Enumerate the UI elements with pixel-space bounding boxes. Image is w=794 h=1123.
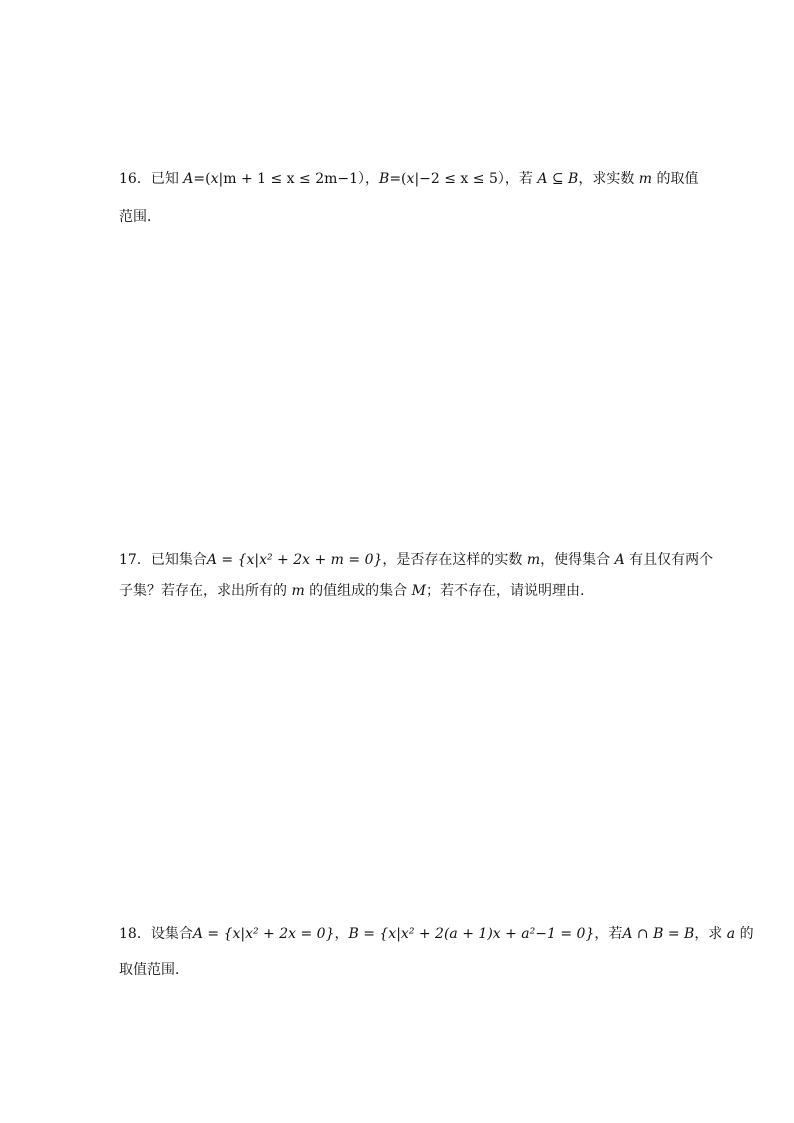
variable-m: m: [638, 171, 653, 187]
problem-number: 16．: [119, 171, 151, 187]
text: ），若: [497, 171, 538, 187]
problem-16-line-2: [119, 208, 161, 226]
problem-17-line-2: [119, 582, 584, 600]
intersection-relation: A ∩ B = B: [622, 926, 695, 942]
bar: |: [218, 171, 224, 187]
variable-m: m: [526, 552, 541, 568]
text: 取值范围．: [119, 962, 189, 978]
problem-number: 18．: [119, 926, 151, 942]
text: 的: [735, 926, 754, 942]
problem-16-line-1: [119, 170, 699, 188]
text: 已知集合: [150, 552, 207, 568]
text: 已知: [150, 171, 184, 187]
text: ），: [358, 171, 380, 187]
problem-18-line-2: [119, 961, 189, 979]
text: ；若不存在，请说明理由.: [425, 583, 585, 599]
problem-number: 17．: [119, 552, 151, 568]
set-a-definition: A = {x|x² + 2x = 0}: [192, 926, 335, 942]
text: 的值组成的集合: [304, 583, 412, 599]
text: 子集？若存在，求出所有的: [119, 583, 292, 599]
set-a-symbol: A: [614, 552, 625, 568]
text: ，求: [694, 926, 727, 942]
bar: |: [414, 171, 420, 187]
set-b-condition: −2 ≤ x ≤ 5: [419, 171, 498, 187]
text: ，是否存在这样的实数: [382, 552, 527, 568]
set-a-definition: A = {x|x² + 2x + m = 0}: [206, 552, 383, 568]
problem-17-line-1: [119, 551, 713, 569]
subset-relation: A ⊆ B: [537, 171, 579, 187]
set-b-symbol: B: [379, 171, 390, 187]
set-a-condition: m + 1 ≤ x ≤ 2m−1: [223, 171, 359, 187]
set-m-symbol: M: [411, 583, 426, 599]
set-b-definition: B = {x|x² + 2(a + 1)x + a²−1 = 0}: [348, 926, 595, 942]
text: ，求实数: [578, 171, 639, 187]
variable-x: x: [406, 171, 415, 187]
text: 范围．: [119, 209, 161, 225]
text: ，: [334, 926, 349, 942]
text: 的取值: [652, 171, 699, 187]
text: ，使得集合: [540, 552, 615, 568]
text: ，若: [594, 926, 623, 942]
variable-m: m: [291, 583, 305, 599]
variable-a: a: [726, 926, 736, 942]
text: =(: [193, 171, 211, 187]
text: 设集合: [150, 926, 193, 942]
variable-x: x: [210, 171, 219, 187]
text: 有且仅有两个: [624, 552, 714, 568]
text: =(: [389, 171, 407, 187]
problem-18-line-1: [119, 925, 754, 943]
set-a-symbol: A: [183, 171, 194, 187]
